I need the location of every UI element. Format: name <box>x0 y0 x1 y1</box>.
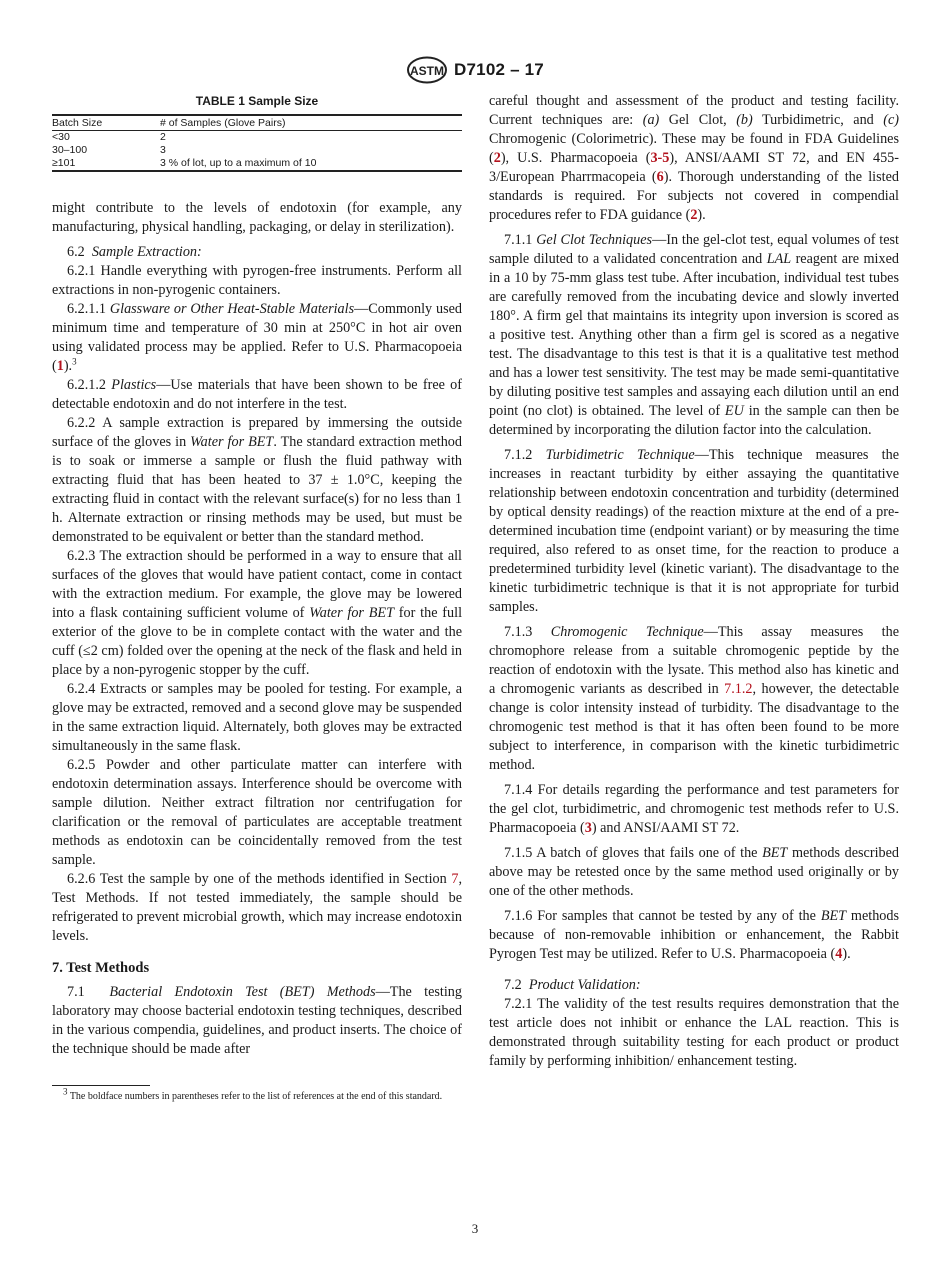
table-row <box>52 157 462 171</box>
paragraph-6-2-1-1: 6.2.1.1 Glassware or Other Heat-Stable Materials—Commonly used minimum time and temperature of 30 min at 250°C in hot air oven using validated process may be applied. Refer to U.S. Pharmacopoeia (1).$^3$ <box>52 301 463 374</box>
paragraph-7-1-1: 7.1.1 Gel Clot Techniques—In the gel-clot test, equal volumes of test sample diluted to a validated concentration and LAL reagent are mixed in a 10 by 75-mm glass test tube. After incubation, individual test tubes are carefully removed from the incubating device and slowly inverted 180°. A firm gel that maintains its integrity upon inversion is scored as a positive test. Anything other than a firm gel is scored as a negative test. The disadvantage to this test is that it is a qualitative test method and has a lower test sensitivity. The test may be made semi-quantitative by diluting positive test samples and assaying each dilution until an end point (no clot) is obtained. The level of EU in the sample can then be determined by incorporating the dilution factor into the calculation. <box>489 232 899 438</box>
table-row <box>52 131 462 145</box>
column-header: # of Samples (Glove Pairs) <box>160 115 462 131</box>
section-7-2-heading: 7.2 Product Validation: <box>504 977 641 993</box>
table-row <box>52 144 462 157</box>
section-link[interactable]: 7 <box>451 871 459 887</box>
section-6-2-heading: 6.2 Sample Extraction: <box>67 244 202 260</box>
paragraph-7-1-3: 7.1.3 Chromogenic Technique—This assay measures the chromophore release from a suitable chromogenic peptide by the reaction of endotoxin with the lysate. This method also has kinetic and a chromogenic variants as described in 7.1.2, however, the detectable change is color intensity instead of turbidity. The disadvantage to the chromogenic test method is that it has often been found to be more subject to interference, in comparison with the kinetic turbidimetric method. <box>489 624 899 773</box>
paragraph-7-1-2: 7.1.2 Turbidimetric Technique—This technique measures the increases in reactant turbidity by either assaying the quantitative relationship between endotoxin concentration and turbidity (determined by optical density readings) of the reaction mixture at the end of a pre-determined incubation time (endpoint variant) or by measuring the time required, also refered to as onset time, for the reaction to produce a predetermined turbidity level (kinetic variant). The disadvantage to the kinetic turbidimetric technique is that it is not appropriate for turbid samples. <box>489 447 899 615</box>
paragraph-7-2-1: 7.2.1 The validity of the test results requires demonstration that the test article does not inhibit or enhance the LAL reaction. This is demonstrated through suitability testing for each product or product family by performing inhibition/ enhancement testing. <box>489 996 899 1069</box>
table-cell: 3 % of lot, up to a maximum of 10 <box>160 157 317 169</box>
table-cell: 2 <box>160 131 166 143</box>
right-column <box>489 92 899 1071</box>
paragraph-6-2-1: 6.2.1 Handle everything with pyrogen-free instruments. Perform all extractions in non-pyrogenic containers. <box>52 263 462 298</box>
reference-link[interactable]: 1 <box>56 358 64 374</box>
paragraph-6-2-3: 6.2.3 The extraction should be performed in a way to ensure that all surfaces of the gloves that would have patient contact, come in contact with the extraction medium. For example, the glove may be lowered into a flask containing sufficient volume of Water for BET for the full exterior of the glove to be in complete contact with the water and the cuff (≤2 cm) folded over the opening at the neck of the flask and held in place by a non-pyrogenic stopper by the cuff. <box>52 548 463 678</box>
astm-logo-icon <box>406 56 448 84</box>
sample-size-table <box>52 114 462 172</box>
table-header-row <box>52 115 462 131</box>
left-column <box>52 92 462 1103</box>
section-7-heading: 7. Test Methods <box>52 960 150 976</box>
svg-text:ASTM: ASTM <box>410 64 445 78</box>
paragraph-7-1-5: 7.1.5 A batch of gloves that fails one of the BET methods described above may be retested once by the same method used originally or by one of the other methods. <box>489 845 899 899</box>
paragraph-7-1-4: 7.1.4 For details regarding the performance and test parameters for the gel clot, turbidimetric, and chromogenic test methods refer to U.S. Pharmacopoeia (3) and ANSI/AAMI ST 72. <box>489 782 899 836</box>
page-number: 3 <box>471 1221 479 1236</box>
footnote-marker[interactable]: 3 <box>72 356 77 367</box>
paragraph-continuation: might contribute to the levels of endotoxin (for example, any manufacturing, physical handling, packaging, or delay in sterilization). <box>52 200 462 235</box>
table-cell: 30–100 <box>52 144 88 156</box>
paragraph-7-1-continuation: careful thought and assessment of the product and testing facility. Current techniques are: (a) Gel Clot, (b) Turbidimetric, and (c) Chromogenic (Colorimetric). These may be found in FDA Guidelines (2), U.S. Pharmacopoeia (3-5), ANSI/AAMI ST 72, and EN 455-3/European Pharrmacopeia (6). Thorough understanding of the listed standards is required. For subjects not covered in compendial procedures refer to FDA guidance (2). <box>489 93 899 223</box>
table-title: TABLE 1 Sample Size <box>195 94 319 108</box>
table-cell: ≥101 <box>52 157 76 169</box>
reference-link[interactable]: 3 <box>584 820 592 836</box>
paragraph-7-1: 7.1 Bacterial Endotoxin Test (BET) Methods—The testing laboratory may choose bacterial endotoxin testing techniques, described in the various compendia, guidelines, and product inserts. The choice of the technique should be made after <box>52 984 462 1057</box>
reference-link[interactable]: 4 <box>835 946 843 962</box>
paragraph-7-1-6: 7.1.6 For samples that cannot be tested by any of the BET methods because of non-removable inhibition or enhancement, the Rabbit Pyrogen Test may be utilized. Refer to U.S. Pharmacopoeia (4). <box>489 908 899 962</box>
paragraph-6-2-4: 6.2.4 Extracts or samples may be pooled for testing. For example, a glove may be extracted, removed and a second glove may be suspended in the same extraction liquid. Alternately, both gloves may be extracted simultaneously in the same flask. <box>52 681 462 754</box>
table-cell: 3 <box>160 144 166 156</box>
reference-link[interactable]: 2 <box>493 150 501 166</box>
paragraph-6-2-1-2: 6.2.1.2 Plastics—Use materials that have been shown to be free of detectable endotoxin and do not interfere in the test. <box>52 377 462 412</box>
page-header <box>0 56 950 89</box>
paragraph-6-2-2: 6.2.2 A sample extraction is prepared by immersing the outside surface of the gloves in Water for BET. The standard extraction method is to soak or immerse a sample or flush the fluid pathway with extracting fluid that has been heated to 37 ± 1.0°C, keeping the extracting fluid in contact with the relevant surface(s) for no less than 1 h. Alternate extraction or rinsing methods may be used, but must be demonstrated to be equivalent or better than the standard method. <box>52 415 462 545</box>
column-header: Batch Size <box>52 115 160 131</box>
reference-link[interactable]: 6 <box>656 169 664 185</box>
document-id: D7102 – 17 <box>454 60 544 79</box>
reference-link[interactable]: 2 <box>690 207 698 223</box>
section-link[interactable]: 7.1.2 <box>724 681 753 697</box>
paragraph-6-2-5: 6.2.5 Powder and other particulate matter can interfere with endotoxin determination assays. Interference should be overcome with sample dilution. Neither extract filtration nor centrifugation for clarification or the removal of particulates are acceptable treatment methods as endotoxin can be coincidentally removed from the test sample. <box>52 757 462 868</box>
reference-link[interactable]: 3-5 <box>650 150 670 166</box>
paragraph-6-2-6: 6.2.6 Test the sample by one of the methods identified in Section 7, Test Methods. If not tested immediately, the sample should be refrigerated to prevent microbial growth, which may increase endotoxin levels. <box>52 871 462 944</box>
table-cell: <30 <box>52 131 70 143</box>
footnote: $^3$ The boldface numbers in parentheses refer to the list of references at the end of this standard. <box>63 1086 443 1102</box>
